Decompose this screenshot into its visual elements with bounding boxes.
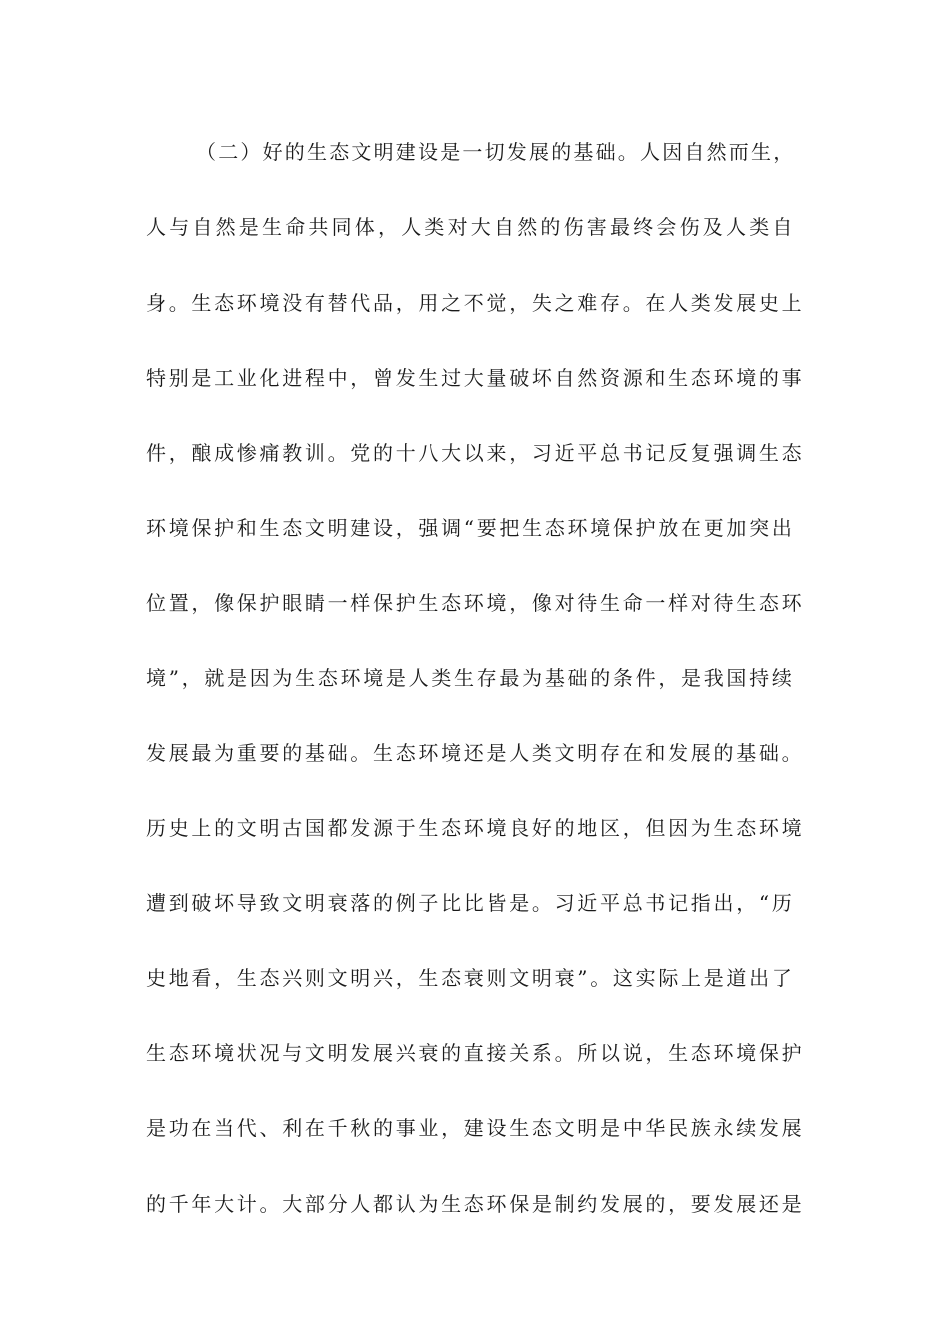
paragraph-line: 件，酿成惨痛教训。党的十八大以来，习近平总书记反复强调生态 xyxy=(146,441,805,465)
paragraph-line: 遭到破坏导致文明衰落的例子比比皆是。习近平总书记指出，“历 xyxy=(146,891,795,915)
paragraph-line: 史地看，生态兴则文明兴，生态衰则文明衰”。这实际上是道出了 xyxy=(146,966,795,990)
paragraph-line: （二）好的生态文明建设是一切发展的基础。人因自然而生， xyxy=(196,140,796,164)
paragraph-line: 特别是工业化进程中，曾发生过大量破坏自然资源和生态环境的事 xyxy=(146,366,805,390)
paragraph-line: 境”，就是因为生态环境是人类生存最为基础的条件，是我国持续 xyxy=(146,666,795,690)
paragraph-line: 历史上的文明古国都发源于生态环境良好的地区，但因为生态环境 xyxy=(146,816,805,840)
paragraph-line: 的千年大计。大部分人都认为生态环保是制约发展的，要发展还是 xyxy=(146,1192,805,1216)
paragraph-line: 环境保护和生态文明建设，强调“要把生态环境保护放在更加突出 xyxy=(146,516,795,540)
paragraph-line: 发展最为重要的基础。生态环境还是人类文明存在和发展的基础。 xyxy=(146,741,805,765)
paragraph-line: 位置，像保护眼睛一样保护生态环境，像对待生命一样对待生态环 xyxy=(146,591,805,615)
paragraph-line: 身。生态环境没有替代品，用之不觉，失之难存。在人类发展史上 xyxy=(146,291,805,315)
paragraph-line: 生态环境状况与文明发展兴衰的直接关系。所以说，生态环境保护 xyxy=(146,1041,805,1065)
paragraph-line: 是功在当代、利在千秋的事业，建设生态文明是中华民族永续发展 xyxy=(146,1116,805,1140)
paragraph-line: 人与自然是生命共同体，人类对大自然的伤害最终会伤及人类自 xyxy=(146,215,796,239)
